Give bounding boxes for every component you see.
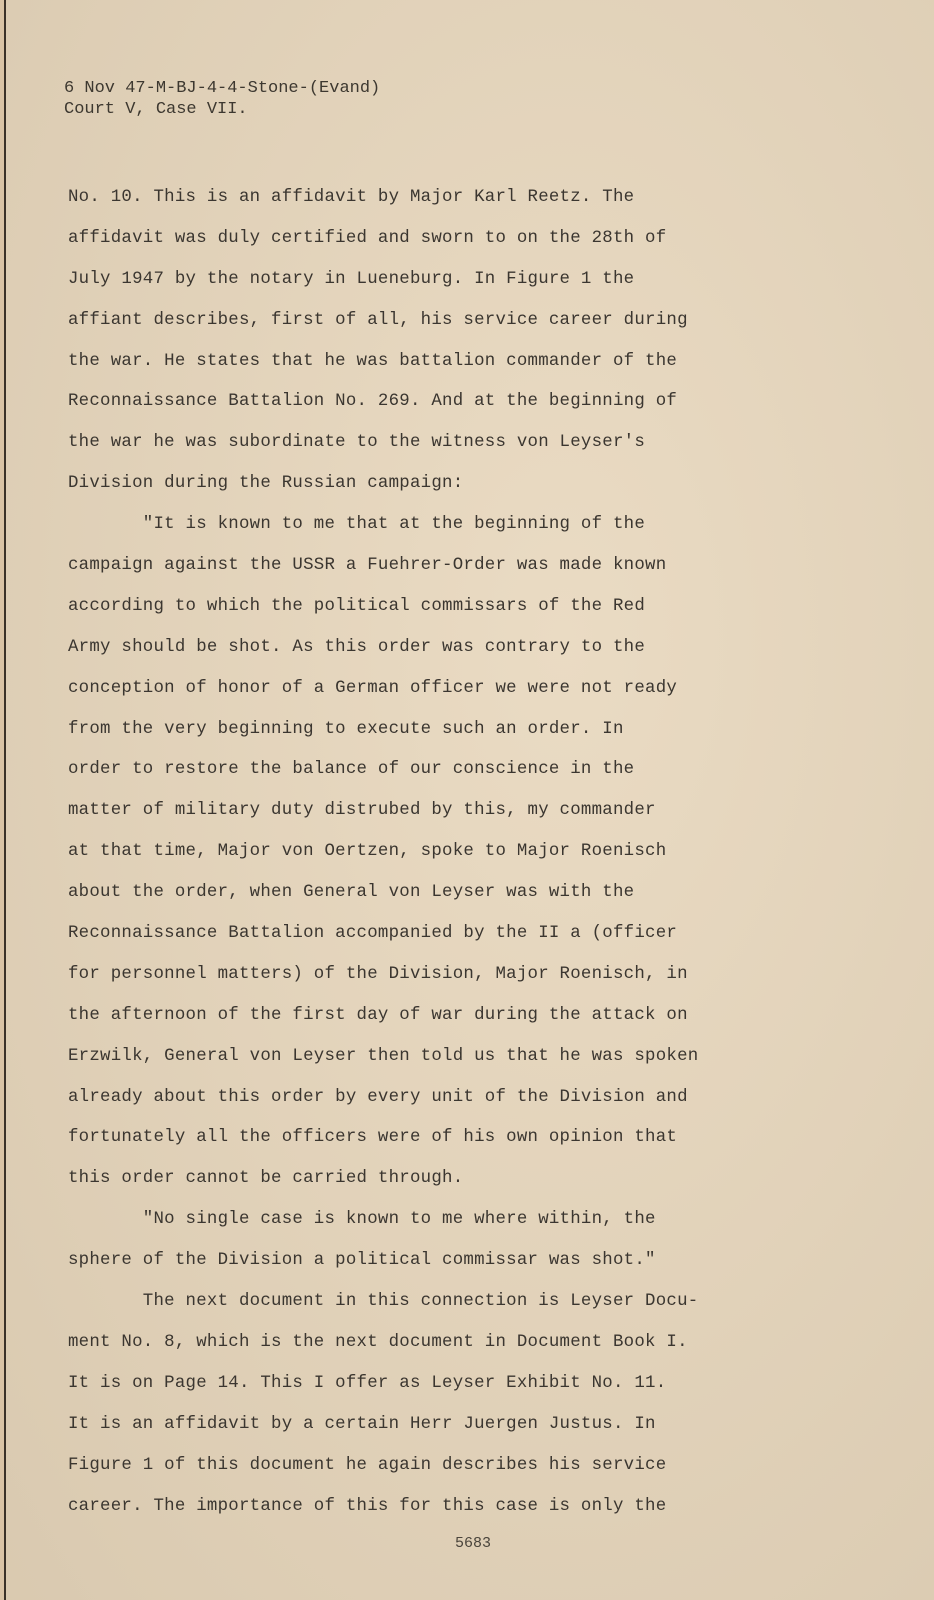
text-line: Reconnaissance Battalion accompanied by the II a (officer bbox=[68, 924, 678, 944]
text-line: sphere of the Division a political commissar was shot." bbox=[68, 1251, 656, 1271]
header-line-1: 6 Nov 47-M-BJ-4-4-Stone-(Evand) bbox=[64, 79, 381, 98]
text-line: about the order, when General von Leyser was with the bbox=[68, 883, 635, 903]
text-line: order to restore the balance of our conscience in the bbox=[68, 760, 635, 780]
text-line: fortunately all the officers were of his own opinion that bbox=[68, 1128, 678, 1148]
text-line: campaign against the USSR a Fuehrer-Order was made known bbox=[68, 556, 667, 576]
body-text bbox=[68, 178, 798, 1527]
text-line: "No single case is known to me where within, the bbox=[68, 1210, 656, 1230]
text-line: affidavit was duly certified and sworn to on the 28th of bbox=[68, 228, 667, 248]
document-page bbox=[4, 0, 934, 1600]
text-line: the war. He states that he was battalion commander of the bbox=[68, 351, 678, 371]
document-header bbox=[64, 78, 380, 120]
text-line: It is an affidavit by a certain Herr Juergen Justus. In bbox=[68, 1414, 656, 1434]
text-line: the afternoon of the first day of war during the attack on bbox=[68, 1005, 688, 1025]
text-line: July 1947 by the notary in Lueneburg. In Figure 1 the bbox=[68, 269, 635, 289]
text-line: "It is known to me that at the beginning of the bbox=[68, 515, 646, 535]
text-line: this order cannot be carried through. bbox=[68, 1169, 464, 1189]
text-line: Army should be shot. As this order was contrary to the bbox=[68, 637, 646, 657]
text-line: Figure 1 of this document he again describes his service bbox=[68, 1455, 667, 1475]
page-number: 5683 bbox=[454, 1535, 491, 1552]
header-line-2: Court V, Case VII. bbox=[64, 100, 248, 119]
text-line: from the very beginning to execute such an order. In bbox=[68, 719, 624, 739]
text-line: the war he was subordinate to the witness von Leyser's bbox=[68, 433, 646, 453]
text-line: for personnel matters) of the Division, Major Roenisch, in bbox=[68, 964, 688, 984]
text-line: matter of military duty distrubed by this, my commander bbox=[68, 801, 656, 821]
text-line: according to which the political commissars of the Red bbox=[68, 596, 646, 616]
text-line: conception of honor of a German officer we were not ready bbox=[68, 678, 678, 698]
text-line: Division during the Russian campaign: bbox=[68, 474, 464, 494]
text-line: at that time, Major von Oertzen, spoke to Major Roenisch bbox=[68, 842, 667, 862]
text-line: affiant describes, first of all, his service career during bbox=[68, 310, 688, 330]
text-line: already about this order by every unit of the Division and bbox=[68, 1087, 688, 1107]
text-line: career. The importance of this for this case is only the bbox=[68, 1496, 667, 1516]
text-line: No. 10. This is an affidavit by Major Karl Reetz. The bbox=[68, 188, 635, 207]
text-line: It is on Page 14. This I offer as Leyser Exhibit No. 11. bbox=[68, 1373, 667, 1393]
text-line: Reconnaissance Battalion No. 269. And at the beginning of bbox=[68, 392, 678, 412]
text-line: Erzwilk, General von Leyser then told us that he was spoken bbox=[68, 1046, 699, 1066]
text-line: The next document in this connection is Leyser Docu- bbox=[68, 1292, 699, 1312]
text-line: ment No. 8, which is the next document in Document Book I. bbox=[68, 1332, 688, 1352]
